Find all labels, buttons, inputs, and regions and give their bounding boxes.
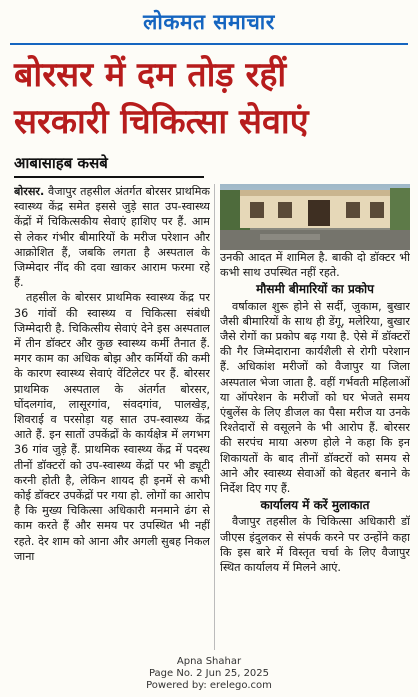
article-paragraph: तहसील के बोरसर प्राथमिक स्वास्थ्य केंद्र पर 36 गांवों की स्वास्थ्य व चिकित्सा संबंधी जिम्मेदारी है. चिकित्सीय सेवाएं देने इस अस्पताल में तीन डॉक्टर और कुछ स्वास्थ्य कर्मी तैनात हैं. मगर काम का अधिक बोझ और कर्मियों की कमी के कारण स्वास्थ्य सेवाएं वेंटिलेटर पर हैं. बोरसर प्राथमिक अस्पताल के अंतर्गत बोरसर, घोंदलगांव, लासूरगांव, संवदगांव, पालखेड़, शिवराई व परसोड़ा यह सात उप-स्वास्थ्य केंद्र आते हैं. इन सातों उपकेंद्रों के कार्यक्षेत्र में लगभग 36 गांव जुड़े हैं. प्राथमिक स्वास्थ्य केंद्र में पदस्थ तीनों डॉक्टरों को उप-स्वास्थ्य केंद्रों पर भी ड्यूटी करनी होती है, लेकिन शायद ही इनमें से कभी कोई डॉक्टर उपकेंद्रों पर गया हो. लोगों का आरोप है कि मुख्य चिकित्सा अधिकारी मनमाने ढंग से काम करते हैं और समय पर उपस्थित भी नहीं रहते. देर शाम को आना और अगली सुबह निकल जाना bbox=[14, 291, 210, 563]
byline-rule bbox=[14, 176, 204, 178]
dateline: बोरसर. bbox=[14, 185, 45, 198]
headline bbox=[14, 52, 408, 146]
subhead-seasonal-diseases: मौसमी बीमारियों का प्रकोप bbox=[256, 282, 374, 297]
headline-line-1: बोरसर में दम तोड़ रहीं bbox=[14, 55, 287, 95]
article-column-right bbox=[220, 250, 410, 575]
article-paragraph: उनकी आदत में शामिल है. बाकी दो डॉक्टर भी कभी साथ उपस्थित नहीं रहते. bbox=[220, 251, 410, 280]
footer-page-date: Page No. 2 Jun 25, 2025 bbox=[148, 668, 270, 679]
article-paragraph: वर्षाकाल शुरू होने से सर्दी, जुकाम, बुखार जैसी बीमारियों के साथ ही डेंगू, मलेरिया, बुखार जैसे रोगों का प्रकोप बढ़ गया है. ऐसे में डॉक्टरों की गैर जिम्मेदाराना कार्यशैली से रोगी परेशान हैं. अधिकांश मरीजों को वैजापुर या जिला अस्पताल भेजा जाता है. वहीं गर्भवती महिलाओं या ऑपरेशन के मरीजों को घर भेजते समय एंबुलेंस के लिए डीजल का पैसा मरीज या उनके रिश्तेदारों से वसूलने के भी आरोप हैं. बोरसर की सरपंच माया अरुण होले ने कहा कि इन शिकायतों के बाद तीनों डॉक्टरों को समय से आने और स्वास्थ्य सेवाओं को बेहतर बनाने के निर्देश दिए गए हैं. bbox=[220, 299, 410, 496]
column-divider bbox=[214, 184, 215, 650]
footer-edition: Apna Shahar bbox=[176, 656, 242, 667]
masthead-brand: लोकमत समाचार bbox=[143, 10, 275, 34]
subhead-office-meeting: कार्यालय में करें मुलाकात bbox=[260, 498, 370, 513]
masthead bbox=[10, 2, 408, 42]
page-footer bbox=[0, 656, 418, 692]
article-paragraph: वैजापुर तहसील के चिकित्सा अधिकारी डॉ जीएस इंदुलकर से संपर्क करने पर उन्होंने कहा कि इस बारे में विस्तृत चर्चा के लिए वैजापुर स्थित कार्यालय में मिलने आएं. bbox=[220, 515, 410, 575]
article-photo bbox=[220, 184, 410, 250]
article-paragraph: बोरसर. वैजापुर तहसील अंतर्गत बोरसर प्राथमिक स्वास्थ्य केंद्र समेत इससे जुड़े सात उप-स्वास्थ्य केंद्रों में चिकित्सकीय सेवाएं हाशिए पर हैं. आम से लेकर गंभीर बीमारियों के मरीज परेशान और आक्रोशित हैं, जबकि लगता है अस्पताल के जिम्मेदार नींद की दवा खाकर आराम फरमा रहे हैं. bbox=[14, 185, 210, 290]
footer-powered-by: Powered by: erelego.com bbox=[146, 680, 272, 691]
hospital-photo-image bbox=[220, 184, 410, 250]
headline-line-2: सरकारी चिकित्सा सेवाएं bbox=[14, 102, 309, 142]
masthead-rule bbox=[10, 43, 408, 45]
byline: आबासाहब कसबे bbox=[14, 154, 108, 172]
article-column-left bbox=[14, 184, 210, 654]
